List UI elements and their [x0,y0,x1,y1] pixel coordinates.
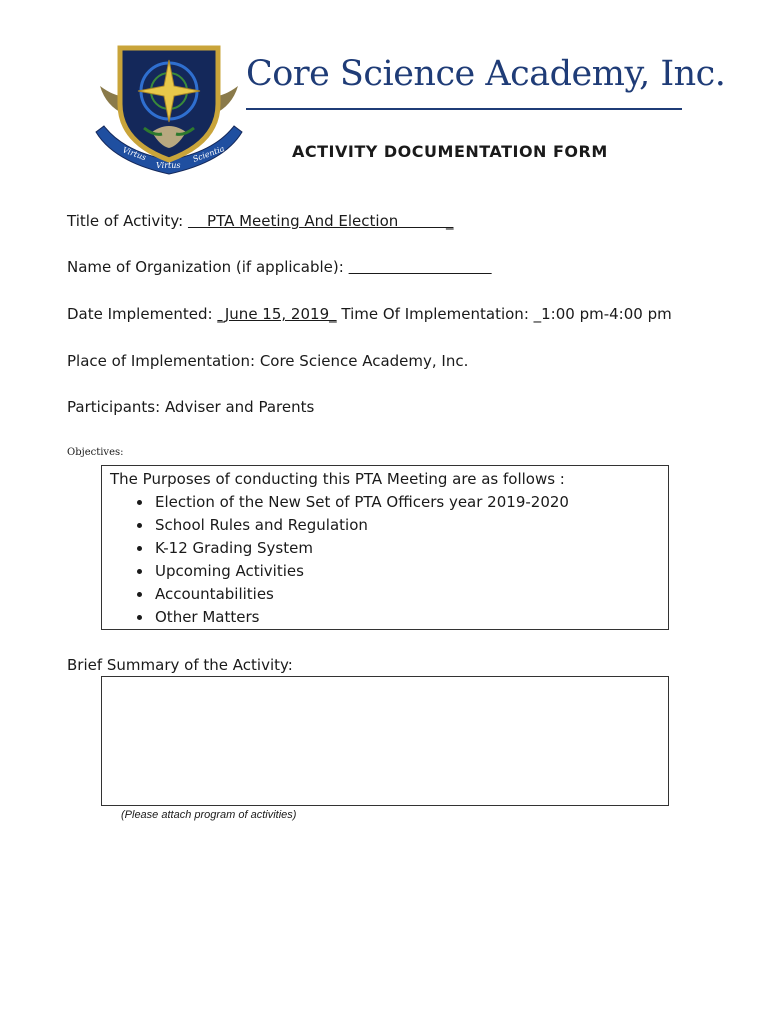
objectives-list [110,491,660,629]
summary-label: Brief Summary of the Activity: [67,656,293,674]
svg-text:Scientia: Scientia [191,144,226,164]
form-title: ACTIVITY DOCUMENTATION FORM [292,142,608,161]
title-value: PTA Meeting And Election _ [187,212,454,230]
date-time-field [67,305,672,323]
time-label: Time Of Implementation: [336,305,534,323]
list-item: • School Rules and Regulation [153,514,660,537]
place-value: Core Science Academy, Inc. [259,352,469,370]
participants-field [67,398,314,416]
list-item: • Accountabilities [153,583,660,606]
header-rule [246,108,682,110]
place-field [67,352,468,370]
organization-field [67,258,492,276]
list-item: • Other Matters [153,606,660,629]
list-item: • Upcoming Activities [153,560,660,583]
list-item: • Election of the New Set of PTA Officers year 2019-2020 [153,491,660,514]
document-header [76,28,726,178]
objectives-label: Objectives: [67,447,124,458]
title-of-activity-field [67,212,453,230]
list-item: • K-12 Grading System [153,537,660,560]
date-label: Date Implemented: [67,305,218,323]
svg-text:Virtus: Virtus [121,145,148,163]
time-value: _1:00 pm-4:00 pm [533,305,672,323]
summary-box [101,676,669,806]
participants-label: Participants: [67,398,165,416]
title-label: Title of Activity: [67,212,188,230]
attach-program-note: (Please attach program of activities) [121,809,297,821]
participants-value: Adviser and Parents [164,398,315,416]
organization-value [349,258,492,276]
academy-crest-logo [94,36,244,176]
objectives-box [101,465,669,630]
objectives-intro: The Purposes of conducting this PTA Meeting are as follows : [110,470,565,488]
place-label: Place of Implementation: [67,352,260,370]
academy-name: Core Science Academy, Inc. [246,54,726,94]
date-value: _June 15, 2019_ [217,305,337,323]
svg-text:Virtus: Virtus [156,161,181,170]
organization-label: Name of Organization (if applicable): [67,258,349,276]
